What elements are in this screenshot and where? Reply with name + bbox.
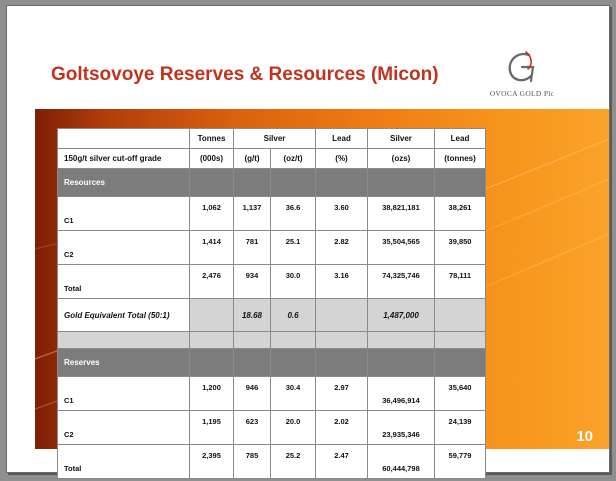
row-label: C1 (58, 197, 190, 231)
table-row (58, 231, 486, 265)
row-label: Total (58, 265, 190, 299)
table-cell: 2.82 (316, 231, 368, 265)
table-row (58, 197, 486, 231)
slide (6, 5, 610, 473)
row-label: C2 (58, 411, 190, 445)
table-cell: 3.60 (316, 197, 368, 231)
unit-cell: (g/t) (234, 149, 271, 169)
table-cell: 35,640 (435, 377, 486, 411)
table-cell: 1,414 (190, 231, 234, 265)
row-label: C1 (58, 377, 190, 411)
table-cell: 1,137 (234, 197, 271, 231)
table-cell: 25.2 (271, 445, 316, 479)
table-cell: 785 (234, 445, 271, 479)
table-cell: 38,821,181 (368, 197, 435, 231)
table-cell: 36.6 (271, 197, 316, 231)
unit-cell: (000s) (190, 149, 234, 169)
table-cell: 20.0 (271, 411, 316, 445)
table-cell: 946 (234, 377, 271, 411)
row-label: Total (58, 445, 190, 479)
table-cell: 23,935,346 (368, 411, 435, 445)
row-label: C2 (58, 231, 190, 265)
header-lead-contained: Lead (435, 129, 486, 149)
table-cell: 36,496,914 (368, 377, 435, 411)
table-cell: 2.47 (316, 445, 368, 479)
header-silver-contained: Silver (368, 129, 435, 149)
table-row (58, 445, 486, 479)
ovoca-logo (476, 48, 568, 104)
table-cell: 1,200 (190, 377, 234, 411)
header-silver-grade: Silver (234, 129, 316, 149)
table-cell: 35,504,565 (368, 231, 435, 265)
reserves-section-row (58, 349, 486, 377)
table-cell: 1,487,000 (368, 299, 435, 332)
table-cell: 623 (234, 411, 271, 445)
table-cell: 38,261 (435, 197, 486, 231)
spacer-row (58, 332, 486, 349)
unit-cell: (ozs) (368, 149, 435, 169)
table-cell: 2.02 (316, 411, 368, 445)
row-label: Gold Equivalent Total (50:1) (58, 299, 190, 332)
cutoff-grade-label: 150g/t silver cut-off grade (58, 149, 190, 169)
table-cell: 781 (234, 231, 271, 265)
table-cell: 18.68 (234, 299, 271, 332)
table-cell: 0.6 (271, 299, 316, 332)
table-cell: 24,139 (435, 411, 486, 445)
table-cell: 25.1 (271, 231, 316, 265)
table-cell: 30.4 (271, 377, 316, 411)
table-cell: 78,111 (435, 265, 486, 299)
header-tonnes: Tonnes (190, 129, 234, 149)
header-row-1 (58, 129, 486, 149)
logo-emblem-icon (502, 48, 542, 88)
table-cell: 2,476 (190, 265, 234, 299)
orange-band (35, 109, 609, 473)
table-cell: 3.16 (316, 265, 368, 299)
table-cell: 30.0 (271, 265, 316, 299)
gold-equivalent-row (58, 299, 486, 332)
table-cell: 59,779 (435, 445, 486, 479)
table-cell: 74,325,746 (368, 265, 435, 299)
table-cell: 39,850 (435, 231, 486, 265)
table-cell: 934 (234, 265, 271, 299)
header-cell (58, 129, 190, 149)
unit-cell: (%) (316, 149, 368, 169)
unit-cell: (tonnes) (435, 149, 486, 169)
section-label: Reserves (58, 349, 190, 377)
logo-text: OVOCA GOLD Plc (489, 89, 555, 98)
slide-title: Goltsovoye Reserves & Resources (Micon) (51, 64, 439, 85)
unit-cell: (oz/t) (271, 149, 316, 169)
slide-number: 10 (576, 428, 593, 445)
resources-section-row (58, 169, 486, 197)
table-cell: 2.97 (316, 377, 368, 411)
header-lead-grade: Lead (316, 129, 368, 149)
header-row-2 (58, 149, 486, 169)
reserves-resources-table (57, 128, 486, 479)
table-cell: 1,062 (190, 197, 234, 231)
section-label: Resources (58, 169, 190, 197)
table-row (58, 411, 486, 445)
table-row (58, 377, 486, 411)
table-cell: 60,444,798 (368, 445, 435, 479)
table-cell: 1,195 (190, 411, 234, 445)
table-row (58, 265, 486, 299)
table-cell: 2,395 (190, 445, 234, 479)
